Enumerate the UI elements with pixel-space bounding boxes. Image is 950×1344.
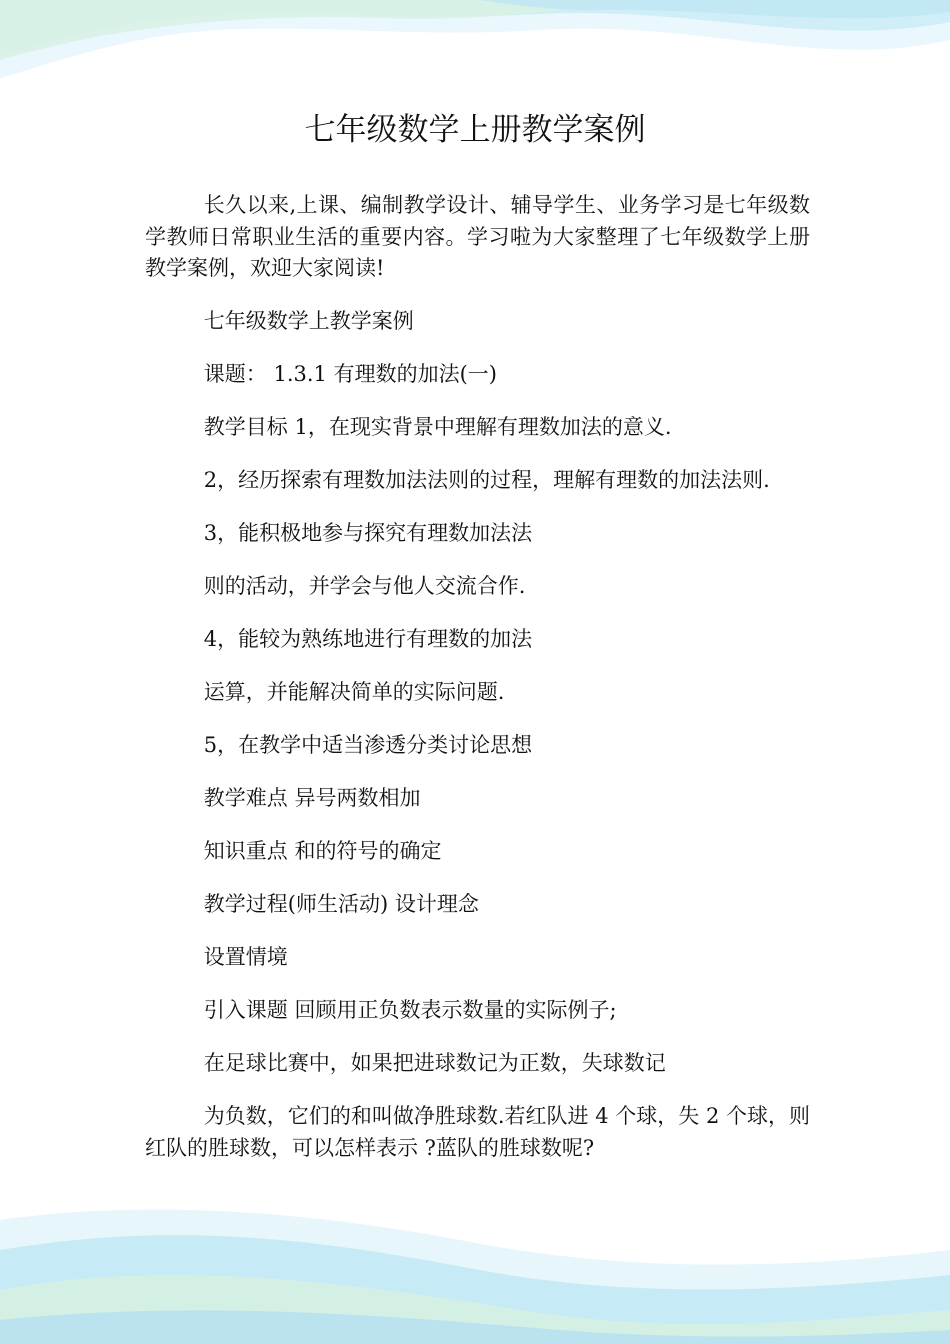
paragraph-scenario: 设置情境 — [203, 945, 288, 969]
document-title: 七年级数学上册教学案例 — [304, 112, 646, 148]
paragraph-subtitle: 七年级数学上教学案例 — [203, 309, 414, 333]
paragraph-goal-3b: 则的活动，并学会与他人交流合作. — [203, 574, 526, 598]
paragraph-goal-4b: 运算，并能解决简单的实际问题. — [203, 680, 505, 704]
paragraph-football-a: 在足球比赛中，如果把进球数记为正数，失球数记 — [203, 1051, 666, 1075]
paragraph-football-b: 为负数，它们的和叫做净胜球数.若红队进 4 个球，失 2 个球，则红队的胜球数，可以怎样表示 ?蓝队的胜球数呢? — [145, 1104, 810, 1160]
paragraph-intro: 长久以来,上课、编制教学设计、辅导学生、业务学习是七年级数学教师日常职业生活的重要内容。学习啦为大家整理了七年级数学上册教学案例，欢迎大家阅读! — [145, 193, 810, 280]
paragraph-goal-4a: 4，能较为熟练地进行有理数的加法 — [203, 627, 533, 651]
paragraph-goal-5: 5，在教学中适当渗透分类讨论思想 — [203, 733, 533, 757]
paragraph-goal-1: 教学目标 1，在现实背景中理解有理数加法的意义. — [203, 415, 672, 439]
paragraph-lesson-topic: 课题： 1.3.1 有理数的加法(一) — [203, 362, 497, 386]
paragraph-goal-3a: 3，能积极地参与探究有理数加法法 — [203, 521, 533, 545]
paragraph-difficulty: 教学难点 异号两数相加 — [203, 786, 421, 810]
paragraph-key-point: 知识重点 和的符号的确定 — [203, 839, 442, 863]
document-body — [145, 190, 810, 1186]
paragraph-intro-topic: 引入课题 回顾用正负数表示数量的实际例子; — [203, 998, 617, 1022]
paragraph-goal-2: 2，经历探索有理数加法法则的过程，理解有理数的加法法则. — [203, 468, 770, 492]
bottom-wave-decoration — [0, 1180, 950, 1344]
paragraph-process-header: 教学过程(师生活动) 设计理念 — [203, 892, 479, 916]
